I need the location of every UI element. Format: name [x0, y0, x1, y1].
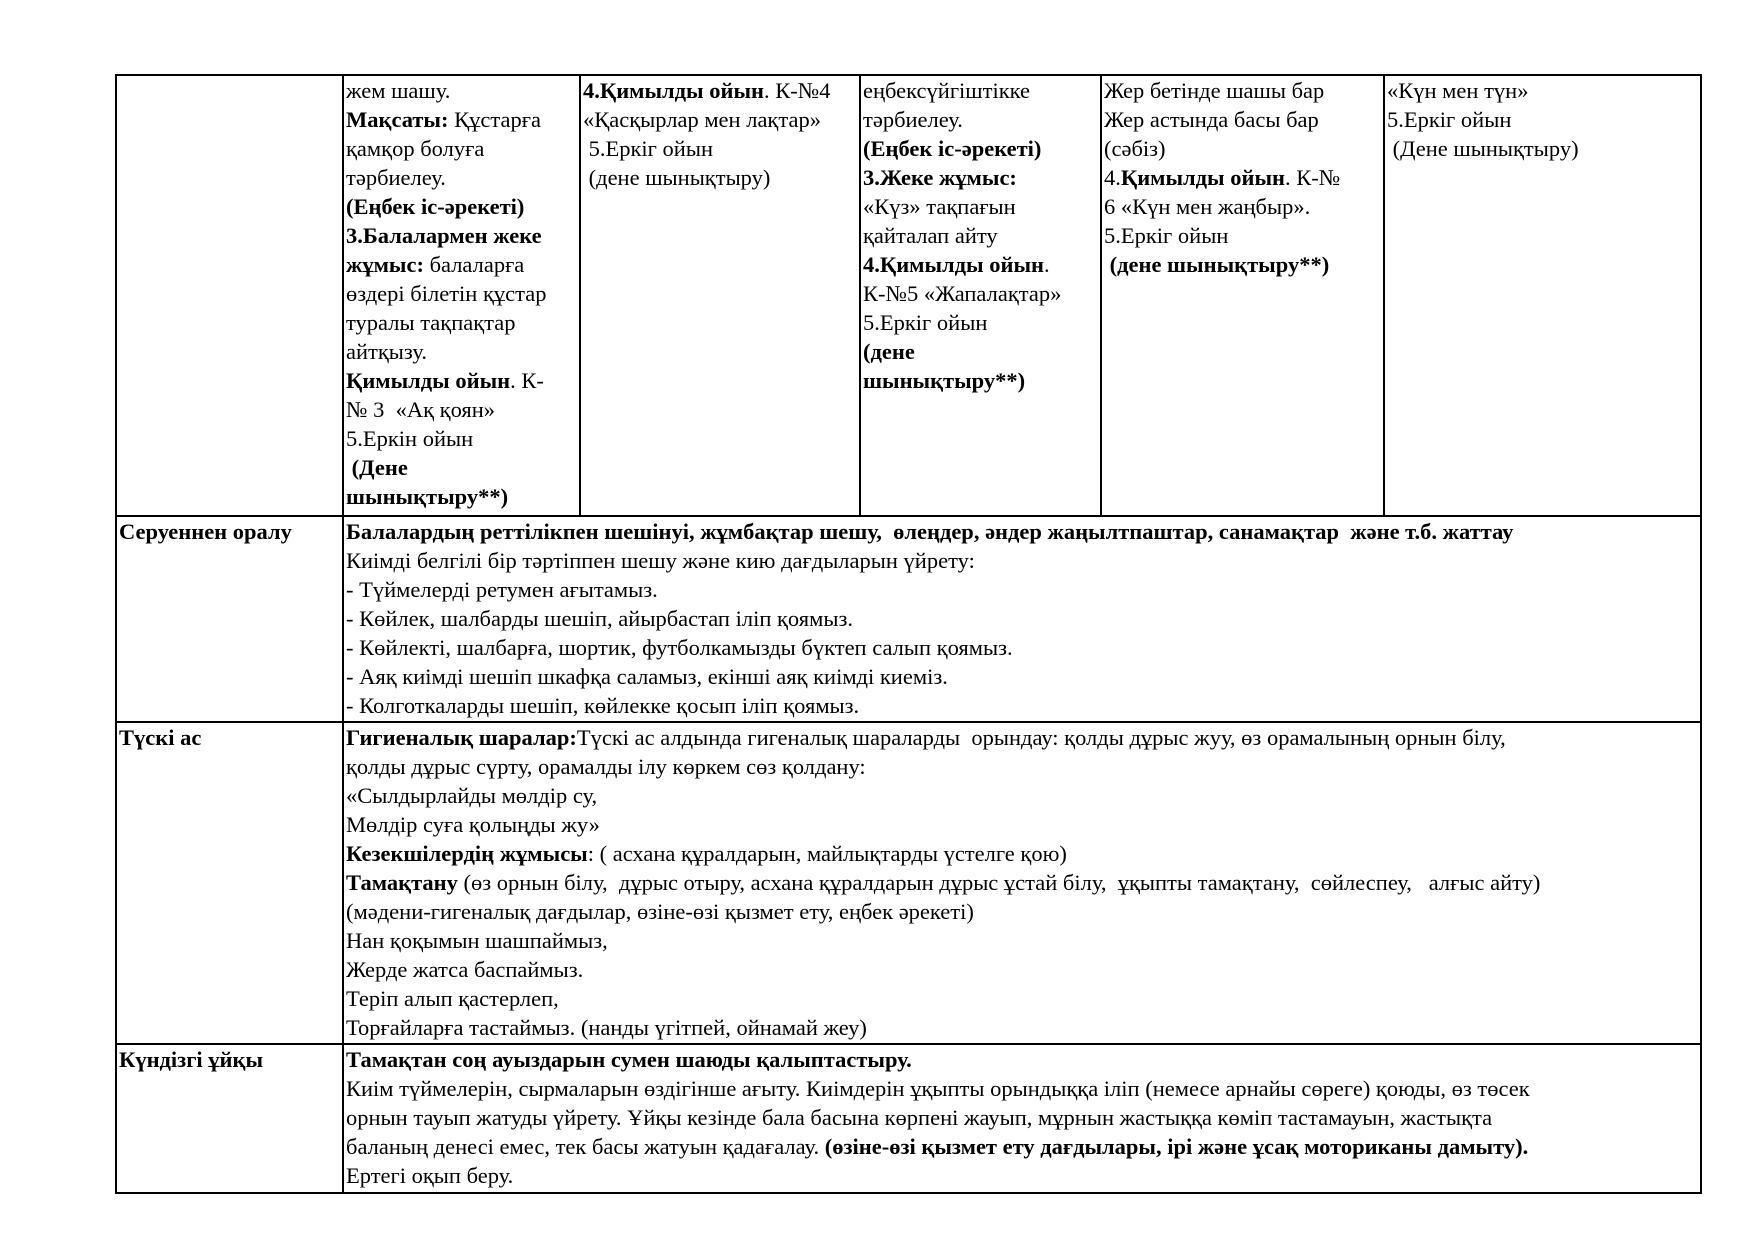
text-run: еңбексүйгіштікке [863, 78, 1030, 103]
text-line [1104, 192, 1381, 221]
text-run: 4.Қимылды ойын [583, 78, 764, 103]
text-line [346, 308, 577, 337]
text-line [346, 1074, 1698, 1103]
text-run: Қимылды ойын [1120, 165, 1285, 190]
text-line [1104, 163, 1381, 192]
text-run: Теріп алып қастерлеп, [346, 986, 559, 1011]
text-line [346, 221, 577, 250]
text-run: баланың денесі емес, тек басы жатуын қадағалау. [346, 1134, 825, 1159]
text-run: «Сылдырлайды мөлдір су, [346, 783, 598, 808]
text-run: 5.Еркіг ойын [583, 136, 713, 161]
text-line [346, 517, 1698, 546]
text-run: (Дене шынықтыру) [1387, 136, 1579, 161]
text-run: (дене шынықтыру**) [1104, 252, 1330, 277]
text-run: Торғайларға тастаймыз. (нанды үгітпей, ойнамай жеу) [346, 1015, 867, 1040]
text-run: шынықтыру**) [346, 484, 509, 509]
text-line [1104, 105, 1381, 134]
text-run: - Түймелерді ретумен ағытамыз. [346, 577, 658, 602]
table-row-lunch [116, 722, 1701, 1044]
lunch-content [343, 722, 1701, 1044]
text-line [863, 105, 1098, 134]
text-line [346, 546, 1698, 575]
text-run: Құстарға [448, 107, 541, 132]
text-run: жем шашу. [346, 78, 451, 103]
row-label-lunch: Түскі ас [116, 722, 343, 1044]
text-line [863, 192, 1098, 221]
text-line [346, 723, 1698, 752]
text-run: 4. [1104, 165, 1121, 190]
text-run: «Қасқырлар мен лақтар» [583, 107, 821, 132]
text-line [346, 691, 1698, 720]
walk-cell-3 [860, 75, 1101, 516]
table-row-sleep [116, 1044, 1701, 1193]
text-line [863, 308, 1098, 337]
daily-schedule-table [115, 74, 1702, 1194]
text-run: Тамақтану [346, 870, 458, 895]
text-line [346, 163, 577, 192]
text-line [583, 105, 857, 134]
text-run: Гигиеналық шаралар: [346, 725, 577, 750]
text-line [346, 1013, 1698, 1042]
text-run: . К-№ [1285, 165, 1341, 190]
text-run: туралы тақпақтар [346, 310, 516, 335]
text-line [346, 366, 577, 395]
text-line [346, 575, 1698, 604]
text-run: . [1044, 252, 1050, 277]
text-run: өздері білетін құстар [346, 281, 547, 306]
text-line [1387, 134, 1698, 163]
text-run: 6 «Күн мен жаңбыр». [1104, 194, 1311, 219]
text-run: (сәбіз) [1104, 136, 1166, 161]
text-run: Киімді белгілі бір тәртіппен шешу және кию дағдыларын үйрету: [346, 548, 975, 573]
text-line [346, 839, 1698, 868]
text-line [346, 482, 577, 511]
text-line [346, 134, 577, 163]
text-line [583, 134, 857, 163]
text-run: 5.Еркіг ойын [1387, 107, 1512, 132]
text-line [346, 1045, 1698, 1074]
row-label-empty [116, 75, 343, 516]
text-run: Жер бетінде шашы бар [1104, 78, 1325, 103]
text-line [1104, 76, 1381, 105]
text-run: Нан қоқымын шашпаймыз, [346, 928, 608, 953]
text-run: - Көйлек, шалбарды шешіп, айырбастап іліп қоямыз. [346, 606, 853, 631]
text-run: айтқызу. [346, 339, 427, 364]
text-run: «Күн мен түн» [1387, 78, 1529, 103]
text-run: орнын тауып жатуды үйрету. Ұйқы кезінде бала басына көрпені жауып, мұрнын жастыққа көміп тастамауын, жастықта [346, 1105, 1493, 1130]
text-run: № 3 «Ақ қоян» [346, 397, 496, 422]
row-label-sleep: Күндізгі ұйқы [116, 1044, 343, 1193]
text-run: Жерде жатса баспаймыз. [346, 957, 584, 982]
text-run: тәрбиелеу. [346, 165, 446, 190]
text-line [863, 366, 1098, 395]
text-line [583, 163, 857, 192]
text-run: - Колготкаларды шешіп, көйлекке қосып іліп қоямыз. [346, 693, 860, 718]
text-line [346, 752, 1698, 781]
text-run: Кезекшілердің жұмысы [346, 841, 588, 866]
text-run: Тамақтан соң ауыздарын сумен шаюды қалыптастыру. [346, 1047, 912, 1072]
text-run: «Күз» тақпағын [863, 194, 1016, 219]
text-run: (дене [863, 339, 915, 364]
text-line [346, 1161, 1698, 1190]
text-run: Мақсаты: [346, 107, 449, 132]
text-run: Балалардың реттілікпен шешінуі, жұмбақтар шешу, өлеңдер, әндер жаңылтпаштар, санамақтар және т.б. жаттау [346, 519, 1514, 544]
text-run: - Аяқ киімді шешіп шкафқа саламыз, екінші аяқ киімді киеміз. [346, 664, 948, 689]
text-line [1104, 250, 1381, 279]
return-content [343, 516, 1701, 722]
text-line [346, 395, 577, 424]
walk-cell-1 [343, 75, 580, 516]
table-row-return [116, 516, 1701, 722]
text-run: шынықтыру**) [863, 368, 1026, 393]
text-line [346, 279, 577, 308]
text-run: Түскі ас алдында гигеналық шараларды орындау: қолды дұрыс жуу, өз орамалының орнын білу, [576, 725, 1506, 750]
text-run: (дене шынықтыру) [583, 165, 771, 190]
walk-cell-5 [1384, 75, 1701, 516]
text-line [346, 633, 1698, 662]
table-row-walk [116, 75, 1701, 516]
text-line [1104, 134, 1381, 163]
text-run: 5.Еркіг ойын [863, 310, 988, 335]
text-run: (Еңбек іс-әрекеті) [346, 194, 525, 219]
text-line [346, 868, 1698, 897]
text-line [863, 134, 1098, 163]
text-run: 5.Еркін ойын [346, 426, 474, 451]
text-line [346, 192, 577, 221]
text-line [346, 1103, 1698, 1132]
text-line [583, 76, 857, 105]
text-line [346, 76, 577, 105]
text-run: Ертегі оқып беру. [346, 1163, 514, 1188]
text-run: 3.Жеке жұмыс: [863, 165, 1017, 190]
text-run: Мөлдір суға қолыңды жу» [346, 812, 600, 837]
walk-cell-2 [580, 75, 860, 516]
text-line [346, 604, 1698, 633]
text-run: (мәдени-гигеналық дағдылар, өзіне-өзі қызмет ету, еңбек әрекеті) [346, 899, 974, 924]
text-line [346, 250, 577, 279]
text-line [346, 105, 577, 134]
text-line [346, 337, 577, 366]
row-label-return: Серуеннен оралу [116, 516, 343, 722]
text-line [863, 337, 1098, 366]
text-run: 5.Еркіг ойын [1104, 223, 1229, 248]
text-line [346, 897, 1698, 926]
text-run: - Көйлекті, шалбарға, шортик, футболкамызды бүктеп салып қоямыз. [346, 635, 1013, 660]
text-line [346, 926, 1698, 955]
text-run: 3.Балалармен жеке [346, 223, 542, 248]
text-line [346, 810, 1698, 839]
text-run: жұмыс: [346, 252, 424, 277]
text-line [863, 221, 1098, 250]
text-run: Жер астында басы бар [1104, 107, 1319, 132]
text-run: 4.Қимылды ойын [863, 252, 1044, 277]
text-run: Қимылды ойын [346, 368, 511, 393]
text-run: (Дене [346, 455, 408, 480]
walk-cell-4 [1101, 75, 1384, 516]
text-line [863, 279, 1098, 308]
text-line [346, 955, 1698, 984]
text-run: қолды дұрыс сүрту, орамалды ілу көркем сөз қолдану: [346, 754, 866, 779]
text-run: балаларға [423, 252, 525, 277]
schedule-page [115, 74, 1700, 1194]
text-run: . К- [510, 368, 544, 393]
text-line [346, 424, 577, 453]
text-run: К-№5 «Жапалақтар» [863, 281, 1062, 306]
text-run: . К-№4 [764, 78, 831, 103]
text-run: қайталап айту [863, 223, 998, 248]
text-line [346, 781, 1698, 810]
text-run: : ( асхана құралдарын, майлықтарды үстелге қою) [587, 841, 1067, 866]
text-run: (өз орнын білу, дұрыс отыру, асхана құралдарын дұрыс ұстай білу, ұқыпты тамақтану, сөйлеспеу, алғыс айту) [457, 870, 1541, 895]
text-line [863, 163, 1098, 192]
text-line [346, 1132, 1698, 1161]
text-line [346, 984, 1698, 1013]
text-run: (өзіне-өзі қызмет ету дағдылары, ірі және ұсақ моториканы дамыту). [824, 1134, 1529, 1159]
text-run: тәрбиелеу. [863, 107, 963, 132]
text-run: Киім түймелерін, сырмаларын өздігінше ағыту. Киімдерін ұқыпты орындыққа іліп (немесе арнайы сөреге) қоюды, өз төсек [346, 1076, 1530, 1101]
text-line [346, 662, 1698, 691]
sleep-content [343, 1044, 1701, 1193]
text-run: (Еңбек іс-әрекеті) [863, 136, 1042, 161]
text-line [346, 453, 577, 482]
text-line [863, 250, 1098, 279]
text-run: қамқор болуға [346, 136, 485, 161]
text-line [1387, 76, 1698, 105]
text-line [1104, 221, 1381, 250]
text-line [863, 76, 1098, 105]
text-line [1387, 105, 1698, 134]
